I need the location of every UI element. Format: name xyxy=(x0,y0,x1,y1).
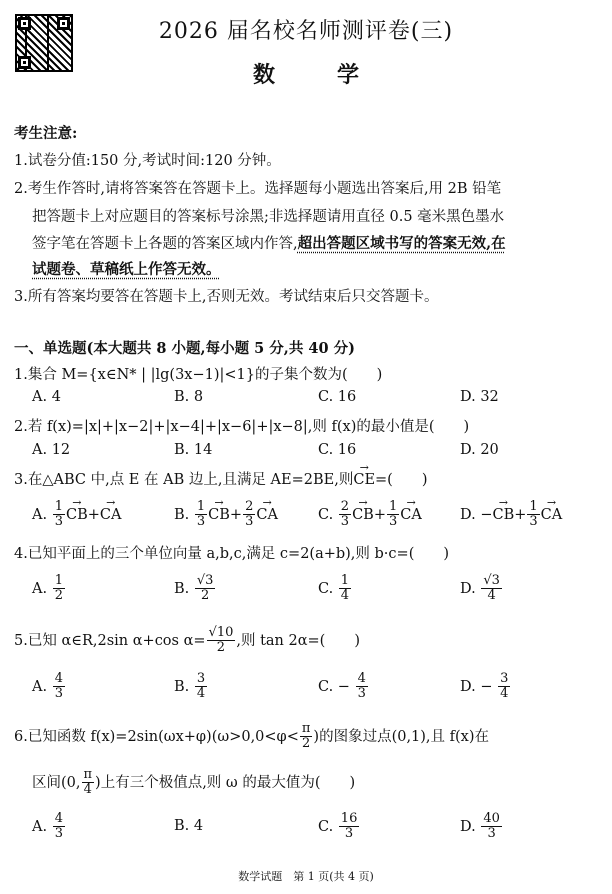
fraction xyxy=(356,672,368,702)
option-letter: A. xyxy=(32,580,48,597)
question-2-option-b: B. 14 xyxy=(174,442,213,458)
denominator: 4 xyxy=(196,686,206,702)
denominator: 2 xyxy=(301,736,311,752)
option-letter: D. − xyxy=(460,506,493,523)
option-letter: C. xyxy=(318,580,334,597)
denominator: 2 xyxy=(54,588,63,604)
question-6-line-2-end: )上有三个极值点,则 ω 的最大值为( ) xyxy=(95,774,356,791)
question-2-option-d: D. 20 xyxy=(460,442,499,458)
question-6-option-b: B. 4 xyxy=(174,818,204,834)
question-5-option-d xyxy=(460,672,511,702)
denominator: 3 xyxy=(54,514,63,530)
question-5-stem xyxy=(14,626,360,656)
numerator: √3 xyxy=(196,573,214,588)
question-4-stem: 4.已知平面上的三个单位向量 a,b,c,满足 c=2(a+b),则 b·c=( ) xyxy=(14,546,450,562)
numerator: 1 xyxy=(54,573,63,588)
question-6-stem-text: 6.已知函数 f(x)=2sin(ωx+φ)(ω>0,0<φ< xyxy=(14,728,299,745)
option-letter: A. xyxy=(32,818,48,835)
denominator: 2 xyxy=(201,588,210,604)
denominator: 2 xyxy=(216,640,226,656)
option-letter: B. xyxy=(174,580,190,597)
notice-item-2-line-3-emphasis: 超出答题区域书写的答案无效,在 xyxy=(297,235,506,252)
fraction xyxy=(82,768,95,798)
numerator: 3 xyxy=(500,671,509,686)
option-letter: A. xyxy=(32,506,48,523)
vector-ca: → CA xyxy=(256,507,278,523)
question-2-stem: 2.若 f(x)=|x|+|x−2|+|x−4|+|x−6|+|x−8|,则 f(x)的最小值是( ) xyxy=(14,419,470,435)
question-3-option-d xyxy=(460,500,562,530)
question-3-option-a xyxy=(32,500,121,530)
numerator: 4 xyxy=(54,811,63,826)
fraction xyxy=(300,722,313,752)
numerator: 16 xyxy=(340,811,358,826)
question-4-option-d xyxy=(460,574,503,604)
question-4-option-b xyxy=(174,574,216,604)
denominator: 3 xyxy=(357,686,366,702)
numerator: 1 xyxy=(196,499,206,514)
numerator: π xyxy=(83,767,93,782)
vector-ca: → CA xyxy=(400,507,422,523)
numerator: 4 xyxy=(357,671,366,686)
notice-item-2-line-4 xyxy=(32,258,221,279)
exam-subject: 数 学 xyxy=(252,62,379,88)
question-6-line-2-text: 区间(0, xyxy=(32,774,81,791)
option-letter: B. xyxy=(174,678,190,695)
exam-title: 2026 届名校名师测评卷(三) xyxy=(158,19,454,44)
question-3-option-b xyxy=(174,500,278,530)
notice-item-2-line-2: 把答题卡上对应题目的答案标号涂黑;非选择题请用直径 0.5 毫米黑色墨水 xyxy=(32,209,505,225)
vector-ca: → CA xyxy=(100,507,122,523)
numerator: 2 xyxy=(340,499,350,514)
question-2-option-c: C. 16 xyxy=(318,442,357,458)
fraction xyxy=(339,574,351,604)
fraction xyxy=(53,574,65,604)
question-3-stem-end: =( ) xyxy=(375,472,428,488)
notice-heading: 考生注意: xyxy=(14,125,78,142)
question-3-stem xyxy=(14,468,428,489)
plus-sign: + xyxy=(229,506,243,523)
notice-item-2-line-3-plain: 签字笔在答题卡上各题的答案区域内作答, xyxy=(32,236,298,252)
fraction xyxy=(195,574,216,604)
denominator: 3 xyxy=(245,514,254,530)
fraction xyxy=(53,672,65,702)
question-1-option-d: D. 32 xyxy=(460,389,499,405)
question-1-stem: 1.集合 M={x∈N* | |lg(3x−1)|<1}的子集个数为( ) xyxy=(14,367,383,383)
question-5-option-b xyxy=(174,672,208,702)
fraction xyxy=(53,812,65,842)
denominator: 4 xyxy=(500,686,509,702)
denominator: 3 xyxy=(529,514,538,530)
numerator: π xyxy=(301,721,311,736)
question-4-option-c xyxy=(318,574,352,604)
numerator: 1 xyxy=(529,499,538,514)
question-2-option-a: A. 12 xyxy=(32,442,71,458)
option-letter: D. − xyxy=(460,678,493,695)
option-letter: D. xyxy=(460,818,476,835)
fraction xyxy=(481,812,502,842)
question-6-option-a xyxy=(32,812,66,842)
option-letter: D. xyxy=(460,580,476,597)
question-1-option-b: B. 8 xyxy=(174,389,204,405)
denominator: 3 xyxy=(54,686,63,702)
denominator: 3 xyxy=(340,514,350,530)
question-1-option-c: C. 16 xyxy=(318,389,357,405)
question-5-option-a xyxy=(32,672,66,702)
question-6-stem-line-1 xyxy=(14,722,489,752)
option-letter: B. xyxy=(174,506,190,523)
numerator: 1 xyxy=(54,499,63,514)
vector-ca: → CA xyxy=(541,507,563,523)
plus-sign: + xyxy=(514,506,527,523)
fraction xyxy=(339,500,351,530)
question-6-stem-end: )的图象过点(0,1),且 f(x)在 xyxy=(313,728,490,745)
plus-sign: + xyxy=(373,506,386,523)
numerator: 1 xyxy=(388,499,398,514)
notice-item-2-line-1: 2.考生作答时,请将答案答在答题卡上。选择题每小题选出答案后,用 2B 铅笔 xyxy=(14,181,502,197)
numerator: √3 xyxy=(483,573,500,588)
vector-ce: → CE xyxy=(353,472,375,488)
numerator: 1 xyxy=(340,573,350,588)
numerator: √10 xyxy=(208,625,234,640)
notice-item-3: 3.所有答案均要答在答题卡上,否则无效。考试结束后只交答题卡。 xyxy=(14,289,439,305)
fraction xyxy=(527,500,539,530)
plus-sign: + xyxy=(87,506,100,523)
fraction xyxy=(243,500,255,530)
fraction xyxy=(207,626,236,656)
denominator: 3 xyxy=(54,826,63,842)
numerator: 2 xyxy=(245,499,254,514)
page-footer: 数学试题 第 1 页(共 4 页) xyxy=(238,870,374,883)
numerator: 40 xyxy=(483,811,500,826)
question-5-stem-end: ,则 tan 2α=( ) xyxy=(236,632,360,649)
denominator: 3 xyxy=(487,826,496,842)
fraction xyxy=(195,500,207,530)
question-5-option-c xyxy=(318,672,369,702)
denominator: 3 xyxy=(196,514,206,530)
numerator: 4 xyxy=(54,671,63,686)
denominator: 4 xyxy=(83,782,92,798)
question-3-stem-text: 3.在△ABC 中,点 E 在 AB 边上,且满足 AE=2BE,则 xyxy=(14,472,354,488)
notice-item-1: 1.试卷分值:150 分,考试时间:120 分钟。 xyxy=(14,153,281,169)
question-3-option-c xyxy=(318,500,422,530)
vector-cb: → CB xyxy=(352,507,374,523)
notice-item-2-line-4-emphasis: 试题卷、草稿纸上作答无效。 xyxy=(32,261,221,278)
section-heading: 一、单选题(本大题共 8 小题,每小题 5 分,共 40 分) xyxy=(14,340,355,357)
fraction xyxy=(195,672,207,702)
option-letter: C. − xyxy=(318,678,350,695)
vector-cb: → CB xyxy=(208,507,230,523)
question-4-option-a xyxy=(32,574,66,604)
option-letter: C. xyxy=(318,818,334,835)
option-letter: C. xyxy=(318,506,334,523)
fraction xyxy=(387,500,399,530)
denominator: 4 xyxy=(340,588,350,604)
denominator: 4 xyxy=(487,588,496,604)
question-5-stem-text: 5.已知 α∈R,2sin α+cos α= xyxy=(14,632,206,649)
question-6-stem-line-2 xyxy=(32,768,355,798)
denominator: 3 xyxy=(344,826,354,842)
question-6-option-c xyxy=(318,812,360,842)
question-6-option-d xyxy=(460,812,503,842)
option-letter: A. xyxy=(32,678,48,695)
fraction xyxy=(481,574,502,604)
denominator: 3 xyxy=(388,514,398,530)
fraction xyxy=(498,672,510,702)
fraction xyxy=(339,812,360,842)
vector-cb: → CB xyxy=(492,507,514,523)
notice-item-2-line-3 xyxy=(32,232,506,253)
vector-cb: → CB xyxy=(66,507,88,523)
question-1-option-a: A. 4 xyxy=(32,389,61,405)
fraction xyxy=(53,500,65,530)
numerator: 3 xyxy=(196,671,206,686)
